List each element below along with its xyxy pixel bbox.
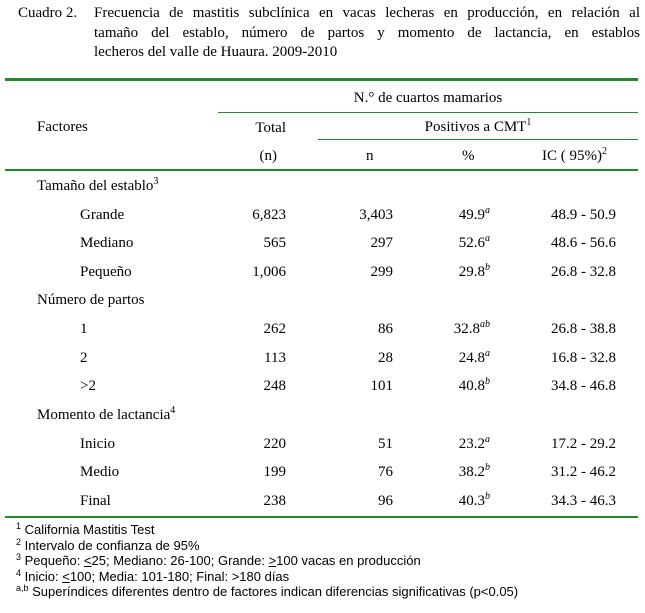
caption-line: tamaño del establo, número de partos y momento de lactancia, en establos: [94, 24, 640, 41]
header-n: n: [366, 148, 374, 164]
cell-n: 86: [378, 321, 393, 337]
cell-pct: 32.8$^{ab}$: [453, 319, 490, 337]
row-label: 1: [80, 321, 88, 337]
table-bottom-rule: [5, 516, 638, 518]
row-label: Mediano: [80, 235, 134, 251]
row-label: Medio: [80, 464, 120, 480]
row-label: >2: [80, 378, 96, 394]
row-label: Final: [80, 493, 111, 509]
cell-n: 51: [378, 436, 393, 452]
header-ic: IC ( 95%)$^2$: [542, 146, 607, 164]
cell-ic: 48.6 - 56.6: [551, 235, 616, 251]
header-total-unit: (n): [259, 148, 277, 164]
cell-ic: 17.2 - 29.2: [551, 436, 616, 452]
cell-n: 3,403: [359, 207, 393, 223]
header-factores: Factores: [37, 119, 88, 135]
cell-total: 248: [263, 378, 286, 394]
section-title: Número de partos: [37, 292, 145, 308]
cell-n: 96: [378, 493, 393, 509]
footnote: $^3$ Pequeño: <25; Mediano: 26-100; Grande: >100 vacas en producción: [16, 552, 421, 568]
cell-ic: 26.8 - 38.8: [551, 321, 616, 337]
header-positivos: Positivos a CMT$^1$: [424, 117, 532, 135]
cell-ic: 34.8 - 46.8: [551, 378, 616, 394]
cell-pct: 40.3$^b$: [458, 491, 490, 509]
cell-pct: 29.8$^b$: [458, 262, 490, 280]
cell-n: 28: [378, 350, 393, 366]
cell-total: 113: [264, 350, 286, 366]
cell-total: 238: [263, 493, 286, 509]
footnote: $^4$ Inicio: <100; Media: 101-180; Final: >180 días: [16, 567, 290, 584]
header-bottom-rule: [5, 169, 638, 171]
footnote: $^1$ California Mastitis Test: [16, 521, 155, 537]
cell-pct: 23.2$^a$: [458, 434, 490, 452]
cell-ic: 34.3 - 46.3: [551, 493, 616, 509]
cell-ic: 31.2 - 46.2: [551, 464, 616, 480]
cell-total: 262: [263, 321, 286, 337]
cell-total: 565: [263, 235, 286, 251]
section-title: Momento de lactancia$^4$: [37, 405, 176, 423]
row-label: 2: [80, 350, 88, 366]
cell-ic: 48.9 - 50.9: [551, 207, 616, 223]
caption-line: Frecuencia de mastitis subclínica en vacas lecheras en producción, en relación al: [94, 5, 640, 21]
header-group: N.° de cuartos mamarios: [353, 90, 503, 106]
group-header-rule: [218, 112, 638, 113]
cell-pct: 52.6$^a$: [458, 233, 490, 251]
cell-total: 6,823: [252, 207, 286, 223]
cell-n: 101: [370, 378, 393, 394]
cell-total: 199: [263, 464, 286, 480]
positivos-header-rule: [318, 139, 638, 140]
cell-total: 1,006: [252, 264, 286, 280]
table-footnotes: [16, 522, 518, 600]
cell-pct: 40.8$^b$: [458, 376, 490, 394]
cell-n: 299: [370, 264, 393, 280]
section-title: Tamaño del establo$^3$: [37, 176, 159, 194]
cell-pct: 38.2$^b$: [458, 462, 490, 480]
caption-text: [94, 4, 640, 63]
cell-pct: 24.8$^a$: [458, 348, 490, 366]
header-pct: %: [462, 148, 475, 164]
cell-n: 297: [370, 235, 393, 251]
row-label: Inicio: [80, 436, 115, 452]
table-top-rule: [5, 78, 638, 81]
cell-total: 220: [263, 436, 286, 452]
footnote: $^2$ Intervalo de confianza de 95%: [16, 536, 200, 553]
row-label: Pequeño: [80, 264, 132, 280]
cell-pct: 49.9$^a$: [458, 205, 490, 223]
cell-n: 76: [378, 464, 393, 480]
footnote: $^{a,b}$ Superíndices diferentes dentro de factores indican diferencias significativas (p<0.05): [16, 583, 519, 599]
caption-line: lecheros del valle de Huaura. 2009-2010: [94, 44, 338, 60]
cell-ic: 26.8 - 32.8: [551, 264, 616, 280]
row-label: Grande: [80, 207, 125, 223]
header-total: Total: [255, 120, 286, 136]
caption-label: Cuadro 2.: [18, 5, 78, 21]
cell-ic: 16.8 - 32.8: [551, 350, 616, 366]
